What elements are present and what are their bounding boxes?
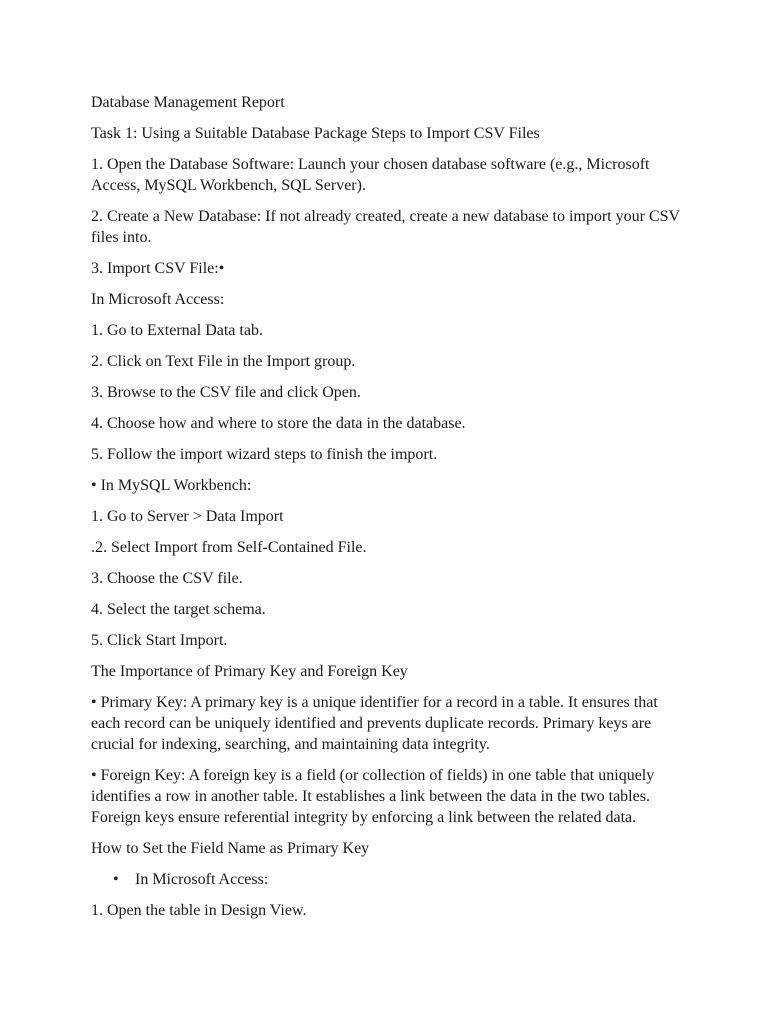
set-primary-key-heading: How to Set the Field Name as Primary Key (91, 840, 370, 857)
bullet-text: In Microsoft Access: (135, 871, 269, 888)
document-title: Database Management Report (91, 94, 285, 111)
bullet-list-item (91, 869, 681, 890)
document-page (91, 92, 681, 931)
mysql-step-5: 5. Click Start Import. (91, 632, 228, 649)
access-step-4: 4. Choose how and where to store the data in the database. (91, 415, 466, 432)
access-step-3: 3. Browse to the CSV file and click Open. (91, 384, 361, 401)
step-create-database: 2. Create a New Database: If not already created, create a new database to import your CSV files into. (91, 208, 680, 246)
access-step-1: 1. Go to External Data tab. (91, 322, 263, 339)
mysql-step-2: .2. Select Import from Self-Contained File. (91, 539, 367, 556)
keys-heading: The Importance of Primary Key and Foreign Key (91, 663, 408, 680)
mysql-subheading: • In MySQL Workbench: (91, 477, 252, 494)
mysql-step-1: 1. Go to Server > Data Import (91, 508, 284, 525)
step-open-software: 1. Open the Database Software: Launch your chosen database software (e.g., Microsoft Access, MySQL Workbench, SQL Server). (91, 156, 650, 194)
access-subheading: In Microsoft Access: (91, 291, 225, 308)
foreign-key-paragraph: • Foreign Key: A foreign key is a field (or collection of fields) in one table that uniquely identifies a row in another table. It establishes a link between the data in the two tables. Foreign keys ensure referential integrity by enforcing a link between the related data. (91, 767, 655, 826)
design-view-step: 1. Open the table in Design View. (91, 902, 307, 919)
primary-key-paragraph: • Primary Key: A primary key is a unique identifier for a record in a table. It ensures that each record can be uniquely identified and prevents duplicate records. Primary keys are crucial for indexing, searching, and maintaining data integrity. (91, 694, 658, 753)
access-step-5: 5. Follow the import wizard steps to finish the import. (91, 446, 438, 463)
mysql-step-3: 3. Choose the CSV file. (91, 570, 243, 587)
task-heading: Task 1: Using a Suitable Database Package Steps to Import CSV Files (91, 125, 540, 142)
step-import-csv: 3. Import CSV File:• (91, 260, 225, 277)
access-step-2: 2. Click on Text File in the Import group. (91, 353, 356, 370)
bullet-marker: • (113, 871, 119, 888)
mysql-step-4: 4. Select the target schema. (91, 601, 266, 618)
